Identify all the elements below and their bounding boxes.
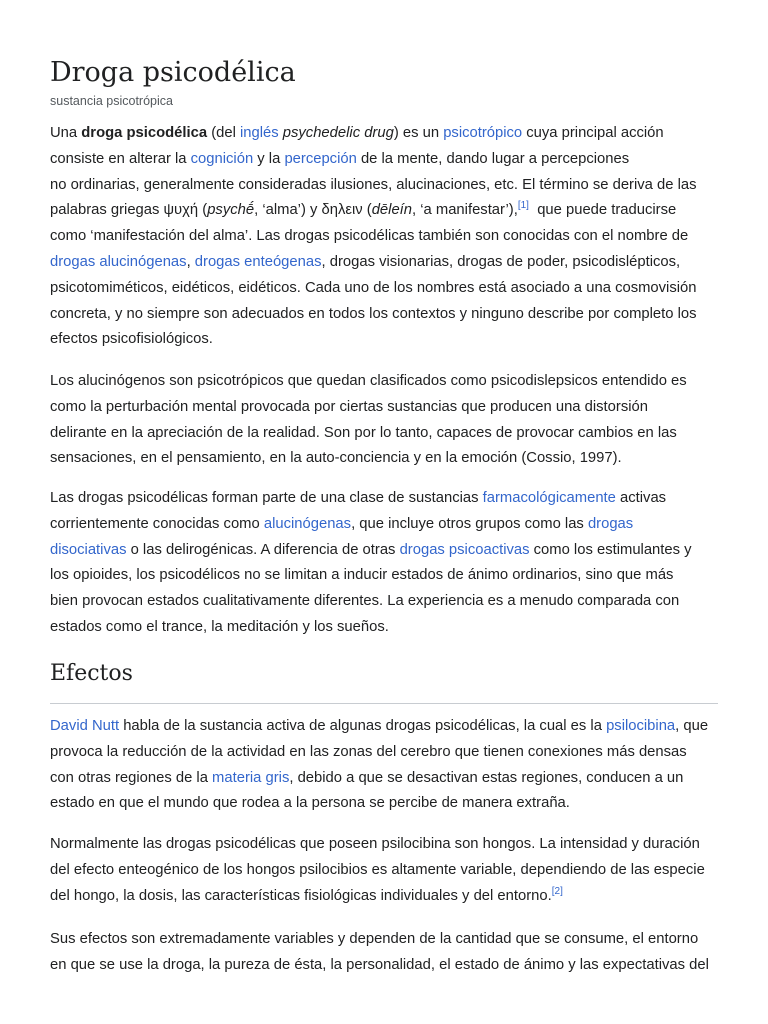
paragraph-clase-sustancias (50, 486, 718, 641)
paragraph-hongos (50, 832, 718, 909)
link-psicotropico[interactable]: psicotrópico (443, 125, 523, 141)
text-line: Los alucinógenos son psicotrópicos que quedan clasificados como psicodislepsicos entendido es (50, 373, 687, 389)
text-line: bien provocan estados cualitativamente diferentes. La experiencia es a menudo comparada con (50, 593, 680, 610)
text-line: del efecto enteogénico de los hongos psilocibios es altamente variable, dependiendo de las especie (50, 861, 705, 878)
italic-term: psychedelic drug (282, 125, 394, 141)
text: , ‘alma’) y δηλειν ( (254, 202, 372, 219)
link-drogas-enteogenas[interactable]: drogas enteógenas (194, 253, 322, 270)
text: corrientemente conocidas como (50, 515, 264, 532)
link-psilocibina[interactable]: psilocibina (606, 718, 676, 734)
text-line (50, 486, 718, 512)
text-line (50, 714, 718, 740)
text: del hongo, la dosis, las características fisiológicas individuales y del entorno. (50, 887, 552, 904)
text: o las delirogénicas. A diferencia de otras (126, 541, 400, 558)
text-line (50, 198, 718, 224)
text: consiste en alterar la (50, 150, 191, 167)
text: , ‘a manifestar’), (412, 202, 518, 219)
reference-2 (552, 886, 563, 897)
text: , debido a que se desactivan estas regiones, conducen a un (289, 769, 684, 786)
text-line (50, 512, 718, 538)
text: que puede traducirse (528, 202, 677, 219)
text-line (50, 250, 718, 276)
text-line (50, 538, 718, 564)
page-subtitle: sustancia psicotrópica (50, 94, 173, 108)
bold-term: droga psicodélica (81, 125, 208, 141)
text-line (50, 147, 718, 173)
text: , (186, 253, 195, 270)
text-line: los opioides, los psicodélicos no se limitan a inducir estados de ánimo ordinarios, sino que más (50, 567, 674, 584)
text-line: efectos psicofisiológicos. (50, 331, 213, 348)
link-ingles[interactable]: inglés (239, 125, 279, 141)
text-line: como ‘manifestación del alma’. Las drogas psicodélicas también son conocidas con el nombre de (50, 228, 689, 245)
text: palabras griegas ψυχή ( (50, 202, 208, 219)
paragraph-david-nutt (50, 714, 718, 817)
italic-term: dēleín (371, 202, 413, 219)
reference-2-link[interactable]: [2] (551, 885, 563, 897)
text-line (50, 884, 718, 910)
text: activas (615, 490, 667, 506)
text: , que (675, 718, 709, 734)
text-line: estado en que el mundo que rodea a la persona se percibe de manera extraña. (50, 795, 570, 812)
text-line: delirante en la apreciación de la realidad. Son por lo tanto, capaces de provocar cambios en las (50, 424, 677, 441)
link-drogas-alucinogenas[interactable]: drogas alucinógenas (50, 253, 187, 270)
paragraph-alucinogenos (50, 369, 718, 472)
section-heading-efectos: Efectos (50, 661, 133, 686)
link-drogas-psicoactivas[interactable]: drogas psicoactivas (399, 541, 530, 558)
text: de la mente, dando lugar a percepciones (356, 150, 630, 167)
link-farmacologicamente[interactable]: farmacológicamente (482, 490, 616, 506)
page-title: Droga psicodélica (50, 57, 296, 88)
text: , drogas visionarias, drogas de poder, psicodislépticos, (321, 253, 681, 270)
text-line (50, 121, 718, 147)
link-david-nutt[interactable]: David Nutt (50, 718, 120, 734)
link-drogas-disociativas-part2[interactable]: disociativas (50, 541, 127, 558)
link-cognicion[interactable]: cognición (190, 150, 254, 167)
text-line: concreta, y no siempre son adecuados en todos los contextos y ninguno describe por completo los (50, 305, 697, 322)
text: cuya principal acción (522, 125, 664, 141)
text: y la (253, 150, 285, 167)
link-percepcion[interactable]: percepción (284, 150, 357, 167)
text: Una (50, 125, 82, 141)
link-drogas-disociativas-part1[interactable]: drogas (587, 515, 634, 532)
text-line: Normalmente las drogas psicodélicas que poseen psilocibina son hongos. La intensidad y duración (50, 836, 700, 852)
text-line: psicotomiméticos, eidéticos, eidéticos. Cada uno de los nombres está asociado a una cosmovisión (50, 279, 697, 296)
link-alucinogenas[interactable]: alucinógenas (263, 515, 352, 532)
text-line: sensaciones, en el pensamiento, en la auto-conciencia y en la emoción (Cossio, 1997). (50, 450, 622, 467)
text-line: en que se use la droga, la pureza de ésta, la personalidad, el estado de ánimo y las expectativas del (50, 956, 709, 973)
intro-paragraph (50, 121, 718, 353)
italic-term: psychḗ (207, 202, 255, 219)
paragraph-efectos-variables (50, 927, 718, 979)
text: ) es un (393, 125, 444, 141)
text-line: Sus efectos son extremadamente variables y dependen de la cantidad que se consume, el entorno (50, 931, 699, 947)
reference-1-link[interactable]: [1] (517, 200, 529, 212)
text: Las drogas psicodélicas forman parte de una clase de sustancias (50, 490, 483, 506)
text-line (50, 766, 718, 792)
reference-1 (518, 200, 529, 211)
text-line: como la perturbación mental provocada por ciertas sustancias que producen una distorsión (50, 398, 648, 415)
section-divider (50, 703, 718, 704)
text-line: estados como el trance, la meditación y los sueños. (50, 618, 389, 635)
text: , que incluye otros grupos como las (351, 515, 588, 532)
text-line: provoca la reducción de la actividad en las zonas del cerebro que tienen conexiones más densas (50, 743, 687, 760)
text: como los estimulantes y (529, 541, 692, 558)
text: (del (207, 125, 240, 141)
text: con otras regiones de la (50, 769, 213, 786)
link-materia-gris[interactable]: materia gris (212, 769, 290, 786)
text-line: no ordinarias, generalmente consideradas ilusiones, alucinaciones, etc. El término se deriva de las (50, 176, 697, 193)
text: habla de la sustancia activa de algunas drogas psicodélicas, la cual es la (119, 718, 607, 734)
